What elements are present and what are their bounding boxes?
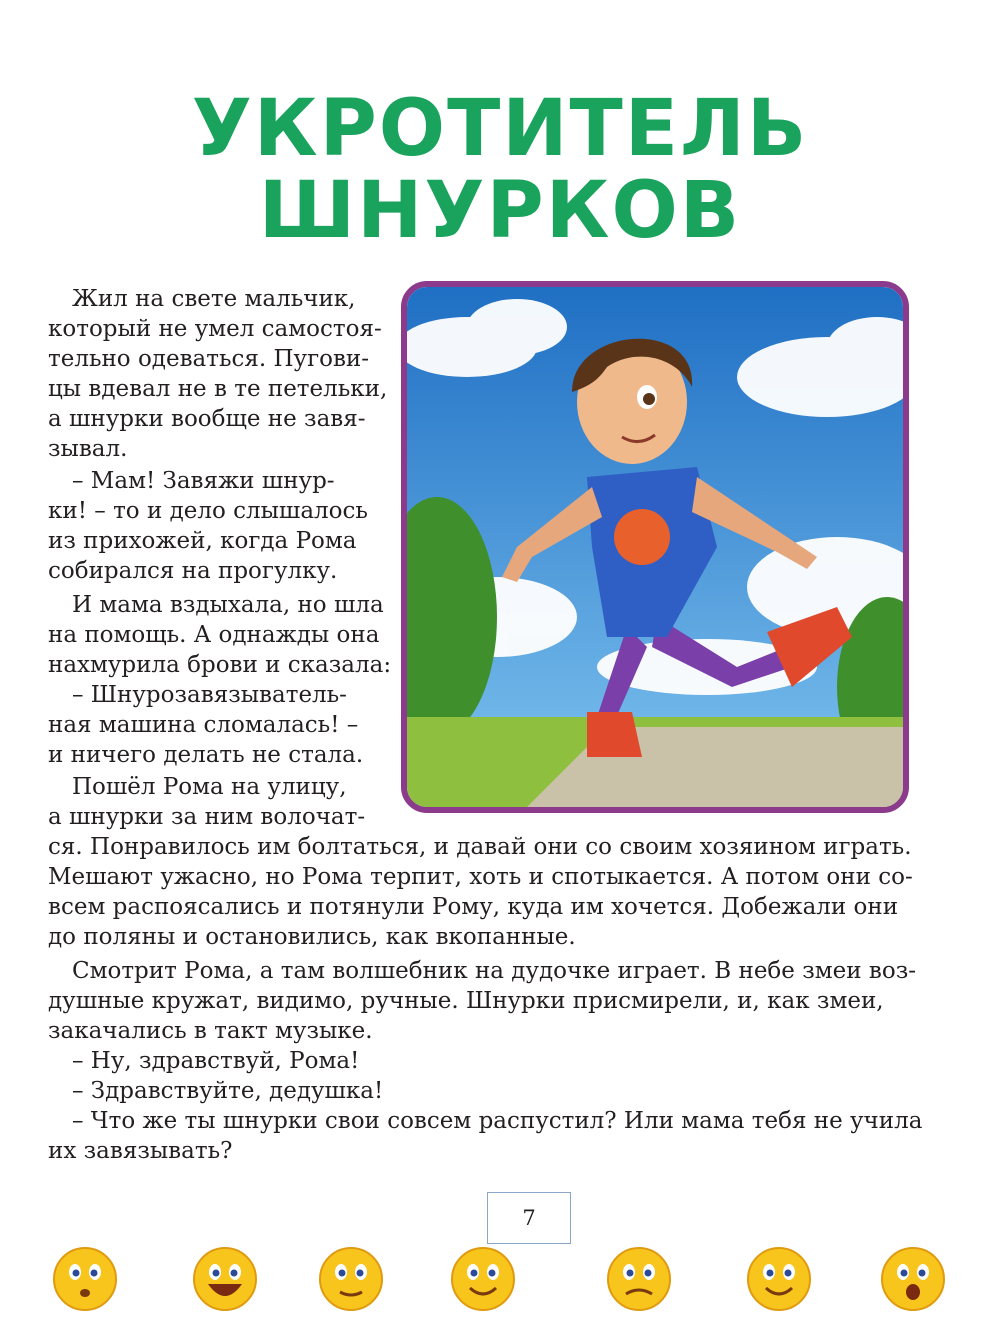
thinking-smiley-icon — [52, 1246, 118, 1312]
pointing-smiley-icon — [746, 1246, 812, 1312]
story-line: нахмурила брови и сказала: — [48, 652, 392, 678]
story-line: тельно одеваться. Пугови- — [48, 346, 370, 372]
story-line: на помощь. А однажды она — [48, 622, 380, 648]
story-line: душные кружат, видимо, ручные. Шнурки присмирели, и, как змеи, — [48, 988, 884, 1014]
story-line: до поляны и остановились, как вкопанные. — [48, 924, 576, 950]
surprised-smiley-icon — [880, 1246, 946, 1312]
story-line: Пошёл Рома на улицу, — [72, 774, 347, 800]
story-line: ки! – то и дело слышалось — [48, 498, 368, 524]
story-title-line-1: УКРОТИТЕЛЬ — [191, 84, 809, 174]
story-line: Мешают ужасно, но Рома терпит, хоть и спотыкается. А потом они со- — [48, 864, 913, 890]
story-line: из прихожей, когда Рома — [48, 528, 357, 554]
dreaming-smiley-icon — [318, 1246, 384, 1312]
story-line: а шнурки вообще не завя- — [48, 406, 366, 432]
story-line: – Шнурозавязыватель- — [72, 682, 347, 708]
story-line: – Здравствуйте, дедушка! — [72, 1078, 384, 1104]
story-title-line-2: ШНУРКОВ — [258, 166, 742, 256]
story-line: а шнурки за ним волочат- — [48, 804, 366, 830]
story-line: – Ну, здравствуй, Рома! — [72, 1048, 360, 1074]
story-line: И мама вздыхала, но шла — [72, 592, 384, 618]
sign-holding-smiley-icon — [450, 1246, 516, 1312]
story-line: ная машина сломалась! – — [48, 712, 359, 738]
story-line: ся. Понравилось им болтаться, и давай они со своим хозяином играть. — [48, 834, 912, 860]
story-line: закачались в такт музыке. — [48, 1018, 373, 1044]
worried-smiley-icon — [606, 1246, 672, 1312]
story-line: зывал. — [48, 436, 128, 462]
story-line: и ничего делать не стала. — [48, 742, 364, 768]
story-line: Жил на свете мальчик, — [72, 286, 356, 312]
story-line: который не умел самостоя- — [48, 316, 382, 342]
page-number: 7 — [487, 1192, 571, 1244]
story-line: – Мам! Завяжи шнур- — [72, 468, 335, 494]
boy-running-illustration — [401, 281, 909, 813]
story-line: Смотрит Рома, а там волшебник на дудочке играет. В небе змеи воз- — [72, 958, 917, 984]
story-line: собирался на прогулку. — [48, 558, 338, 584]
story-line: их завязывать? — [48, 1138, 233, 1164]
story-line: цы вдевал не в те петельки, — [48, 376, 388, 402]
story-line: – Что же ты шнурки свои совсем распустил? Или мама тебя не учила — [72, 1108, 923, 1134]
story-line: всем распоясались и потянули Рому, куда им хочется. Добежали они — [48, 894, 899, 920]
laughing-smiley-icon — [192, 1246, 258, 1312]
